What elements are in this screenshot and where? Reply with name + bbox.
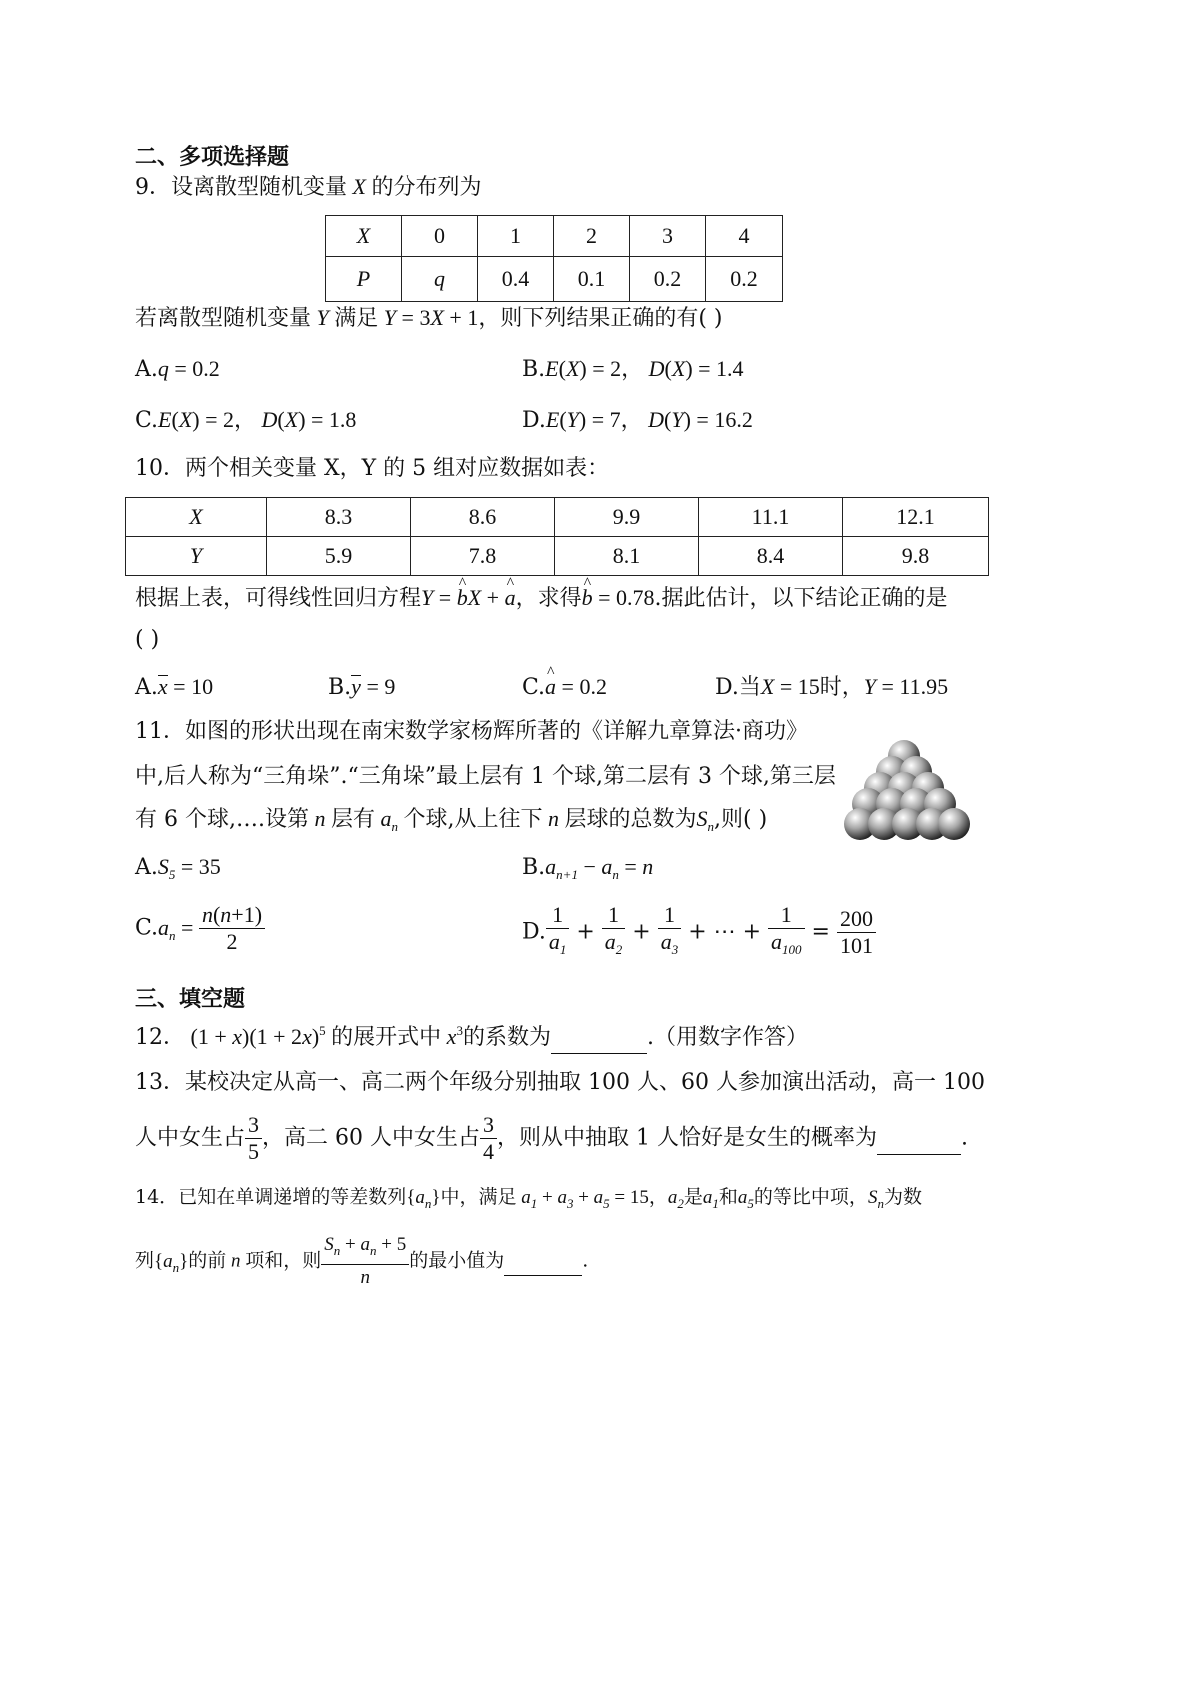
q11-option-d: D. $\frac{1}{a_1}$ + $\frac{1}{a_2}$ + $\frac{1}{a_3}$ + ⋯ + $\frac{1}{a_{100}}$ = $\frac{200}{101}$ [522,902,876,963]
q9-stem: 9．设离散型随机变量 X 的分布列为 [135,174,482,200]
q14-text-2a: 列 [135,1249,155,1272]
q11-line-1 [135,717,808,747]
q10-stem-text: 两个相关变量 X，Y 的 5 组对应数据如表： [185,456,610,481]
q14-text-1a: 已知在单调递增的等差数列 [178,1186,407,1208]
q9-option-b: B.E(X) = 2， D(X) = 1.4 [522,356,744,382]
q12-line: 12． $(1 + x)(1 + 2x)^5$ 的展开式中 $x^3$的系数为 .（用数字作答） [135,1016,808,1054]
option-label: B. [522,357,546,382]
q12-note: .（用数字作答） [646,1025,808,1050]
q10-data-table [125,497,989,576]
table-cell: 9.8 [843,537,989,576]
q9-distribution-table [325,215,783,302]
q10-text: 根据上表，可得线性回归方程 [135,586,422,611]
table-row [326,216,783,257]
table-cell: 8.3 [267,498,411,537]
q14-number: 14． [135,1186,179,1208]
q11-text-1: 如图的形状出现在南宋数学家杨辉所著的《详解九章算法·商功》 [185,719,808,744]
q13-text-2a: 人中女生占 [135,1125,246,1151]
table-cell: 3 [630,216,706,257]
table-cell: 12.1 [843,498,989,537]
answer-blank[interactable] [551,1023,647,1054]
q10-number: 10． [135,456,185,481]
option-label: D. [522,408,546,433]
q11-option-b: $B.a_{n+1} - a_n = n$ [522,854,654,882]
q14-text-2c: 项和，则 [245,1249,322,1272]
option-label: A. [135,855,158,880]
pile-ball [938,808,970,840]
q14-text-1f: 的等比中项， [753,1186,868,1208]
q10-text-2: ，求得 [515,586,582,611]
q12-number: 12． [135,1025,185,1050]
table-row [126,498,989,537]
q13-text-1: 某校决定从高一、高二两个年级分别抽取 100 人、60 人参加演出活动，高一 100 [185,1070,985,1095]
q10-stem [135,454,609,484]
q11-option-c: $C.a_n$ = $\frac{n(n+1)}{2}$ [135,902,265,955]
q14-text-1e: 和 [718,1186,738,1208]
table-cell: 4 [706,216,783,257]
option-label: D. [522,919,546,945]
option-label: C. [135,915,159,941]
table-cell: q [402,257,478,302]
option-label: B. [328,675,352,700]
q10-option-a: A.x = 10 [135,674,214,700]
q9-condition: 若离散型随机变量 Y 满足 Y = 3X + 1，则下列结果正确的有( ) [135,305,723,331]
q14-end: . [582,1249,589,1272]
q14-text-2d: 的最小值为 [409,1249,505,1272]
q10-option-b: B.y = 9 [328,674,396,700]
q11-text-3e: ,则( ) [714,807,768,832]
table-cell: P [326,257,402,302]
option-label: A. [135,675,158,700]
q10-option-c: C.^ a = 0.2 [522,672,607,703]
option-label: D.当 [715,675,761,700]
q9-condition-text-2: 满足 [334,306,379,331]
triangular-pile-figure [842,738,972,848]
table-cell: 0.4 [478,257,554,302]
q10-regression-line: 根据上表，可得线性回归方程Y = ^ bX + ^ a，求得^ b = 0.78.据此估计，以下结论正确的是 [135,583,948,614]
q11-number: 11． [135,719,185,744]
q11-option-a: $A.S_5 = 35$ [135,854,221,882]
table-cell: 8.1 [555,537,699,576]
q9-option-a: A.q = 0.2 [135,356,220,382]
q10-answer-paren: ( ) [135,627,160,652]
answer-blank[interactable] [504,1247,582,1276]
section-heading-multi-choice: 二、多项选择题 [135,145,290,170]
q10-text-3: .据此估计，以下结论正确的是 [654,586,948,611]
q11-text-3a: 有 6 个球,….设第 [135,807,309,832]
q9-number: 9． [135,175,171,200]
q14-text-1c: ， [648,1186,668,1208]
q11-line-2: 中,后人称为“三角垛”.“三角垛”最上层有 1 个球,第二层有 3 个球,第三层 [135,764,836,789]
q13-line-1 [135,1068,985,1098]
q11-text-3d: 层球的总数为 [564,807,697,832]
q9-condition-text: 若离散型随机变量 [135,306,312,331]
q9-option-c: C.E(X) = 2， D(X) = 1.8 [135,407,357,433]
q9-option-d: D.E(Y) = 7， D(Y) = 16.2 [522,407,753,433]
q9-stem-text-2: 的分布列为 [371,175,482,200]
table-cell: 9.9 [555,498,699,537]
option-label: C. [135,408,159,433]
q11-text-3b: 层有 [330,807,375,832]
q14-text-1g: 为数 [883,1186,922,1208]
table-cell: 0.2 [706,257,783,302]
q10-option-d: D.当X = 15时，Y = 11.95 [715,674,949,700]
answer-blank[interactable] [877,1124,961,1155]
table-cell: X [326,216,402,257]
q9-condition-text-3: ，则下列结果正确的有( ) [478,306,723,331]
q10-option-d-text: 时， [819,675,864,700]
q14-text-1d: 是 [683,1186,703,1208]
table-cell: 0.2 [630,257,706,302]
q13-number: 13． [135,1070,185,1095]
q9-stem-text: 设离散型随机变量 [171,175,348,200]
q13-line-2: 人中女生占 $\frac{3}{5}$ ，高二 60 人中女生占 $\frac{3}{4}$ ，则从中抽取 1 人恰好是女生的概率为 . [135,1112,968,1164]
table-cell: 7.8 [411,537,555,576]
q13-text-2b: ，高二 60 人中女生占 [262,1125,480,1151]
table-cell: X [126,498,267,537]
option-label: C. [522,675,546,700]
q14-text-1b: 中，满足 [440,1186,517,1208]
q14-line-2: 列$\{a_n\}$的前 n 项和，则 $\frac{S_n + a_n + 5}{n}$ 的最小值为 . [135,1234,589,1288]
table-row [126,537,989,576]
table-cell: 11.1 [699,498,843,537]
table-cell: 8.6 [411,498,555,537]
q13-text-2c: ，则从中抽取 1 人恰好是女生的概率为 [497,1125,877,1151]
option-label: B. [522,855,546,880]
q14-line-1: 14．已知在单调递增的等差数列$\{a_n\}$中，满足 $a_1 + a_3 + a_5 = 15$，$a_2$是$a_1$和$a_5$的等比中项，$S_n$为数 [135,1186,922,1211]
q11-text-3c: 个球,从上往下 [403,807,543,832]
table-row [326,257,783,302]
table-cell: 8.4 [699,537,843,576]
table-cell: Y [126,537,267,576]
q12-text-2: 的系数为 [462,1025,551,1050]
table-cell: 5.9 [267,537,411,576]
q14-text-2b: 的前 [188,1249,227,1272]
q11-line-3: 有 6 个球,….设第 n 层有 $a_n$ 个球,从上往下 n 层球的总数为$S_n$,则( ) [135,806,768,834]
table-cell: 0 [402,216,478,257]
section-heading-fill-blank: 三、填空题 [135,987,246,1012]
table-cell: 1 [478,216,554,257]
table-cell: 0.1 [554,257,630,302]
q12-text: 的展开式中 [331,1025,442,1050]
table-cell: 2 [554,216,630,257]
q13-end: . [961,1125,968,1151]
option-label: A. [135,357,158,382]
